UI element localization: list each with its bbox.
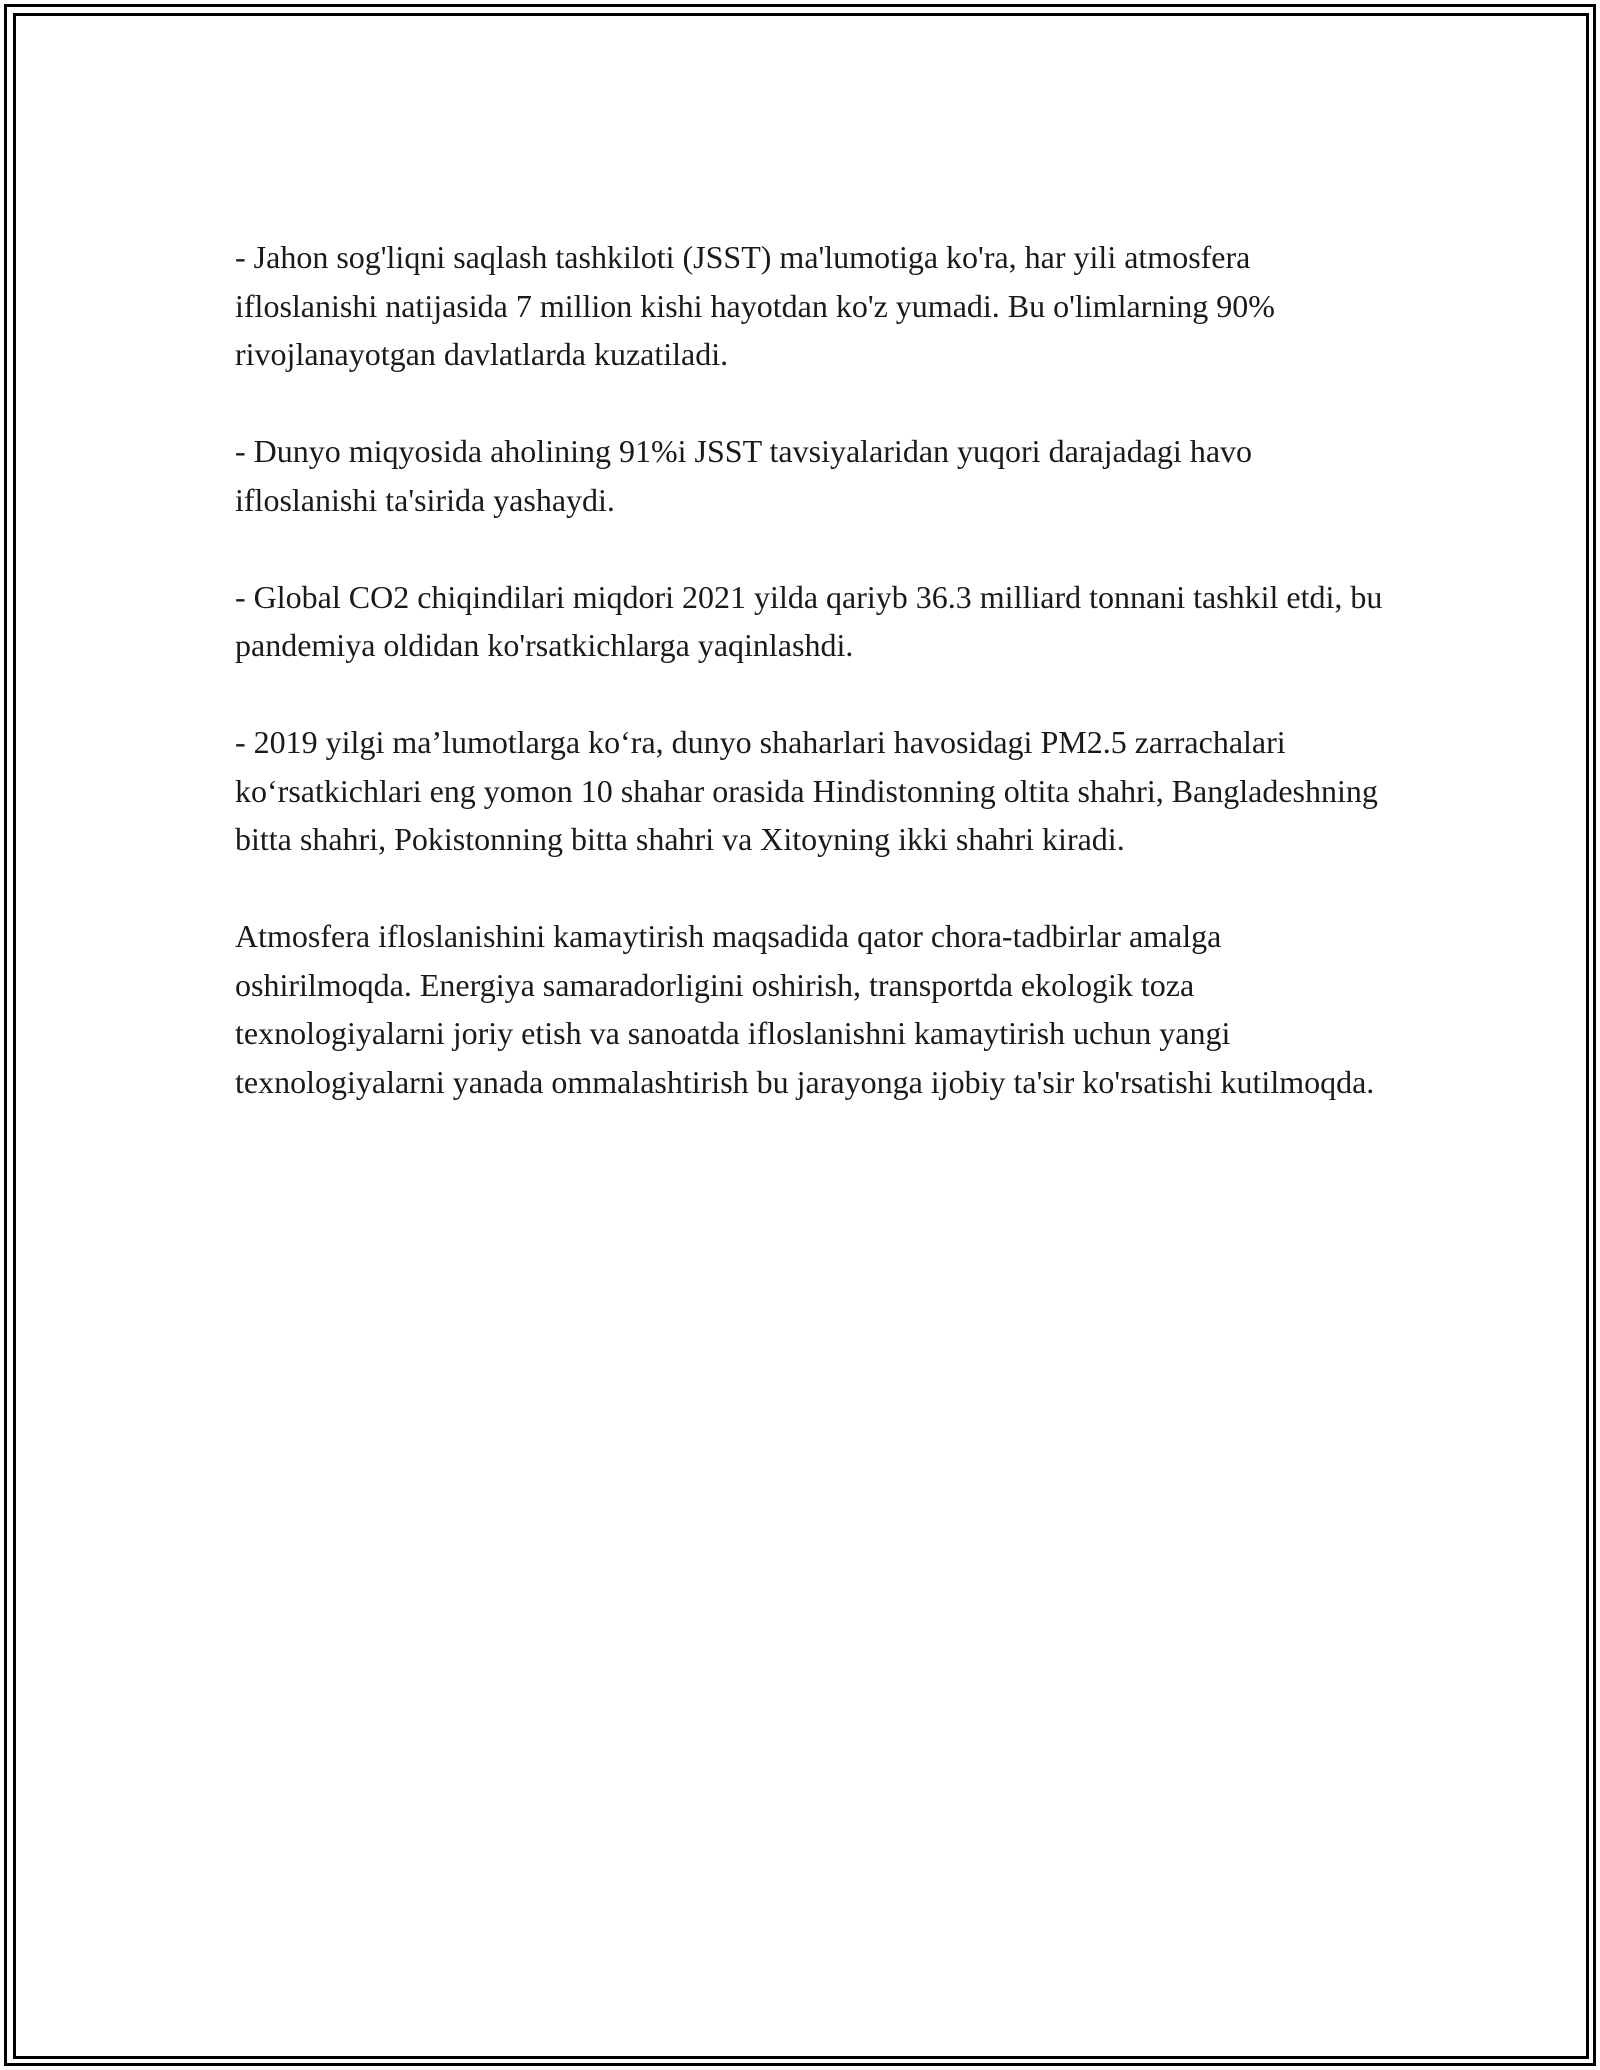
paragraph-pm25-cities: - 2019 yilgi ma’lumotlarga ko‘ra, dunyo shaharlari havosidagi PM2.5 zarrachalari ko‘rsatkichlari eng yomon 10 shahar orasida Hindistonning oltita shahri, Bangladeshning bitta shahri, Pokistonning bitta shahri va Xitoyning ikki shahri kiradi. bbox=[235, 724, 1378, 857]
document-body bbox=[235, 233, 1395, 1106]
paragraph-jsst-deaths: - Jahon sog'liqni saqlash tashkiloti (JSST) ma'lumotiga ko'ra, har yili atmosfera ifloslanishi natijasida 7 million kishi hayotdan ko'z yumadi. Bu o'limlarning 90% rivojlanayotgan davlatlarda kuzatiladi. bbox=[235, 239, 1275, 372]
paragraph-mitigation-measures: Atmosfera ifloslanishini kamaytirish maqsadida qator chora-tadbirlar amalga oshirilmoqda. Energiya samaradorligini oshirish, transportda ekologik toza texnologiyalarni joriy etish va sanoatda ifloslanishni kamaytirish uchun yangi texnologiyalarni yanada ommalashtirish bu jarayonga ijobiy ta'sir ko'rsatishi kutilmoqda. bbox=[235, 918, 1375, 1100]
paragraph-co2-emissions: - Global CO2 chiqindilari miqdori 2021 yilda qariyb 36.3 milliard tonnani tashkil etdi, bu pandemiya oldidan ko'rsatkichlarga yaqinlashdi. bbox=[235, 578, 1383, 663]
paragraph-population-exposure: - Dunyo miqyosida aholining 91%i JSST tavsiyalaridan yuqori darajadagi havo ifloslanishi ta'sirida yashaydi. bbox=[235, 433, 1253, 518]
